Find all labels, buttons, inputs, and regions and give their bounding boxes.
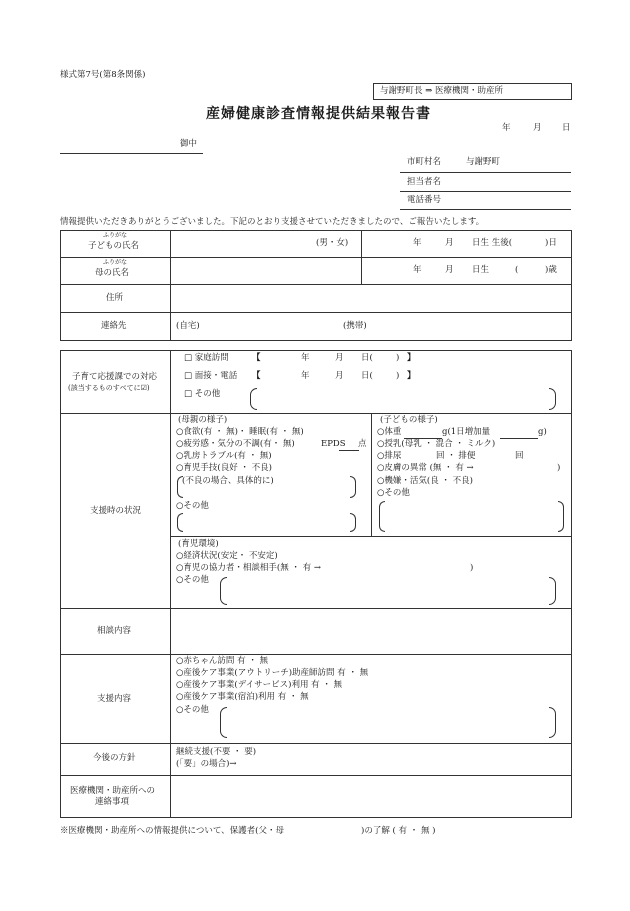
- mother-status-title: (母親の様子): [178, 415, 228, 425]
- notes-label-line2: 連絡事項: [95, 797, 130, 807]
- child-birth-month: 月: [445, 238, 454, 248]
- table2-row-1: [60, 413, 572, 414]
- table2-row-2: [60, 608, 572, 609]
- interview-day: 日(: [361, 371, 373, 381]
- child-status-title: (子どもの様子): [380, 415, 438, 425]
- content-day-service: ○産後ケア事業(デイサービス)利用 有 ・ 無: [176, 680, 343, 690]
- mother-other-bracket-right: [350, 513, 356, 532]
- bad-case-bracket-right: [350, 476, 356, 498]
- home-visit-paren-close: ): [396, 353, 400, 363]
- support-label-line2-text: (該当するものすべてに: [68, 384, 141, 392]
- interview-year: 年: [301, 371, 310, 381]
- intro-text: 情報提供いただきありがとうございました。下記のとおり支援させていただきましたので、ご報告いたします。: [60, 217, 485, 227]
- epds-field[interactable]: [339, 450, 359, 451]
- mother-name-label: 母の氏名: [95, 268, 130, 278]
- consult-field[interactable]: [172, 610, 570, 652]
- notes-field[interactable]: [172, 777, 570, 816]
- env-other-bracket-right: [549, 577, 556, 605]
- other-option[interactable]: □ その他: [184, 389, 221, 399]
- contact-home: (自宅): [176, 321, 200, 331]
- mother-age-close: )歳: [545, 265, 557, 275]
- policy-continue: 継続支援(不要 ・ 要): [176, 747, 257, 757]
- content-other: ○その他: [176, 705, 209, 715]
- other-bracket-right: [549, 388, 556, 410]
- env-title: (育児環境): [178, 539, 219, 549]
- interview-paren-close: ): [396, 371, 400, 381]
- footer-consent-result: )の了解 ( 有 ・ 無 ): [361, 826, 436, 836]
- table1-col-divider: [170, 230, 171, 341]
- table2-row-4: [60, 743, 572, 744]
- footer-consent-text: ※医療機関・助産所への情報提供について、保護者(父・母: [60, 826, 284, 836]
- policy-label: 今後の方針: [93, 753, 136, 763]
- mother-other: ○その他: [176, 501, 209, 511]
- child-defecation: 回 ・ 排便: [436, 451, 476, 461]
- home-visit-option[interactable]: □ 家庭訪問: [184, 353, 229, 363]
- child-weight-gain-field[interactable]: [500, 438, 538, 439]
- phone-label: 電話番号: [407, 195, 442, 205]
- date-day: 日: [562, 123, 571, 133]
- table2-row-5: [60, 775, 572, 776]
- content-stay: ○産後ケア事業(宿泊)利用 有 ・ 無: [176, 692, 309, 702]
- epds-unit: 点: [358, 439, 367, 449]
- mother-other-bracket-left: [177, 513, 183, 532]
- status-divider: [371, 413, 372, 536]
- interview-bracket-close: 】: [407, 371, 416, 381]
- interview-month: 月: [335, 371, 344, 381]
- env-other-bracket-left: [220, 577, 227, 605]
- addressee-suffix: 御中: [180, 139, 198, 149]
- child-age-days-close: )日: [545, 238, 557, 248]
- child-other: ○その他: [377, 488, 410, 498]
- home-visit-bracket-close: 】: [407, 353, 416, 363]
- sender-line-3: [400, 209, 571, 210]
- child-birth-year: 年: [413, 238, 422, 248]
- form-number: 様式第7号(第8条関係): [60, 70, 146, 80]
- child-urination: ○排尿: [377, 451, 402, 461]
- routing-box: [373, 83, 572, 100]
- support-label-line2-close: ): [146, 384, 150, 392]
- bad-case-note: (不良の場合、具体的に): [182, 476, 274, 486]
- env-economy: ○経済状況(安定・ 不安定): [176, 551, 278, 561]
- content-label: 支援内容: [97, 694, 132, 704]
- child-feeding: ○授乳(母乳 ・ 混合 ・ ミルク): [377, 439, 496, 449]
- status-label: 支援時の状況: [90, 506, 142, 516]
- child-weight-label: ○体重: [377, 427, 402, 437]
- child-weight-unit: g(1日増加量: [442, 427, 491, 437]
- child-sex: (男・女): [316, 238, 349, 248]
- table2-col-divider: [170, 350, 171, 818]
- page-title: 産婦健康診査情報提供結果報告書: [206, 106, 431, 122]
- support-label-line2: [68, 383, 150, 393]
- child-furigana: ふりがな: [103, 232, 128, 239]
- child-defecation-unit: 回: [515, 451, 524, 461]
- notes-label-line1: 医療機関・助産所への: [70, 786, 156, 796]
- mother-birth-month: 月: [445, 265, 454, 275]
- support-label-line1: 子育て応援課での対応: [72, 372, 158, 382]
- address-label: 住所: [106, 293, 124, 303]
- env-other: ○その他: [176, 575, 209, 585]
- home-visit-bracket-open: 【: [252, 353, 261, 363]
- date-year: 年: [502, 123, 511, 133]
- child-other-bracket-left: [379, 501, 385, 532]
- municipality-label: 市町村名: [407, 157, 442, 167]
- content-outreach: ○産後ケア事業(アウトリーチ)助産師訪問 有 ・ 無: [176, 668, 369, 678]
- table1-row-3: [60, 312, 572, 313]
- child-skin: ○皮膚の異常 (無 ・ 有 →: [377, 463, 474, 473]
- mother-appetite-sleep: ○食欲(有 ・ 無)・ 睡眠(有 ・ 無): [176, 427, 304, 437]
- child-other-bracket-right: [558, 501, 564, 532]
- content-baby-visit: ○赤ちゃん訪問 有 ・ 無: [176, 656, 269, 666]
- table2-row-env: [170, 536, 572, 537]
- child-weight-gain-unit: g): [538, 427, 547, 437]
- staff-label: 担当者名: [407, 177, 442, 187]
- child-age-days-open: 日生 生後(: [472, 238, 513, 248]
- contact-label: 連絡先: [101, 321, 127, 331]
- addressee-line[interactable]: [60, 153, 203, 154]
- checked-box-icon: ☑: [140, 384, 147, 392]
- mother-birth-day: 日生: [472, 265, 490, 275]
- contact-mobile: (携帯): [343, 321, 367, 331]
- policy-if-needed: (「要」の場合)→: [176, 759, 237, 769]
- mother-skill: ○育児手技(良好 ・ 不良): [176, 463, 272, 473]
- home-visit-month: 月: [335, 353, 344, 363]
- consult-label: 相談内容: [97, 626, 132, 636]
- interview-option[interactable]: □ 面接・電話: [184, 371, 238, 381]
- mother-birth-year: 年: [413, 265, 422, 275]
- child-name-field[interactable]: [172, 231, 360, 256]
- sender-line-2: [400, 191, 571, 192]
- mother-breast: ○乳房トラブル(有 ・ 無): [176, 451, 272, 461]
- content-other-bracket-left: [220, 707, 227, 738]
- mother-fatigue: ○疲労感・気分の不調(有・ 無): [176, 439, 295, 449]
- child-skin-close: ): [557, 463, 561, 473]
- env-support-close: ): [470, 563, 474, 573]
- mother-furigana: ふりがな: [103, 259, 128, 266]
- routing-text: 与謝野町長 ⇒ 医療機関・助産所: [380, 86, 504, 96]
- support-table: [60, 350, 572, 818]
- child-mood: ○機嫌・活気(良 ・ 不良): [377, 476, 473, 486]
- other-bracket-left: [250, 388, 257, 410]
- env-support-person: ○育児の協力者・相談相手(無 ・ 有 →: [176, 563, 321, 573]
- date-month: 月: [533, 123, 542, 133]
- home-visit-year: 年: [301, 353, 310, 363]
- epds-label: EPDS: [321, 439, 346, 449]
- mother-name-field[interactable]: [172, 258, 360, 283]
- municipality-value: 与謝野町: [466, 157, 501, 167]
- address-field[interactable]: [172, 286, 570, 311]
- home-visit-day: 日(: [361, 353, 373, 363]
- table1-row-2: [60, 284, 572, 285]
- content-other-bracket-right: [549, 707, 556, 738]
- mother-age-open: (: [515, 265, 519, 275]
- sender-line-1: [400, 172, 571, 173]
- child-name-label: 子どもの氏名: [88, 241, 140, 251]
- table2-row-3: [60, 654, 572, 655]
- interview-bracket-open: 【: [252, 371, 261, 381]
